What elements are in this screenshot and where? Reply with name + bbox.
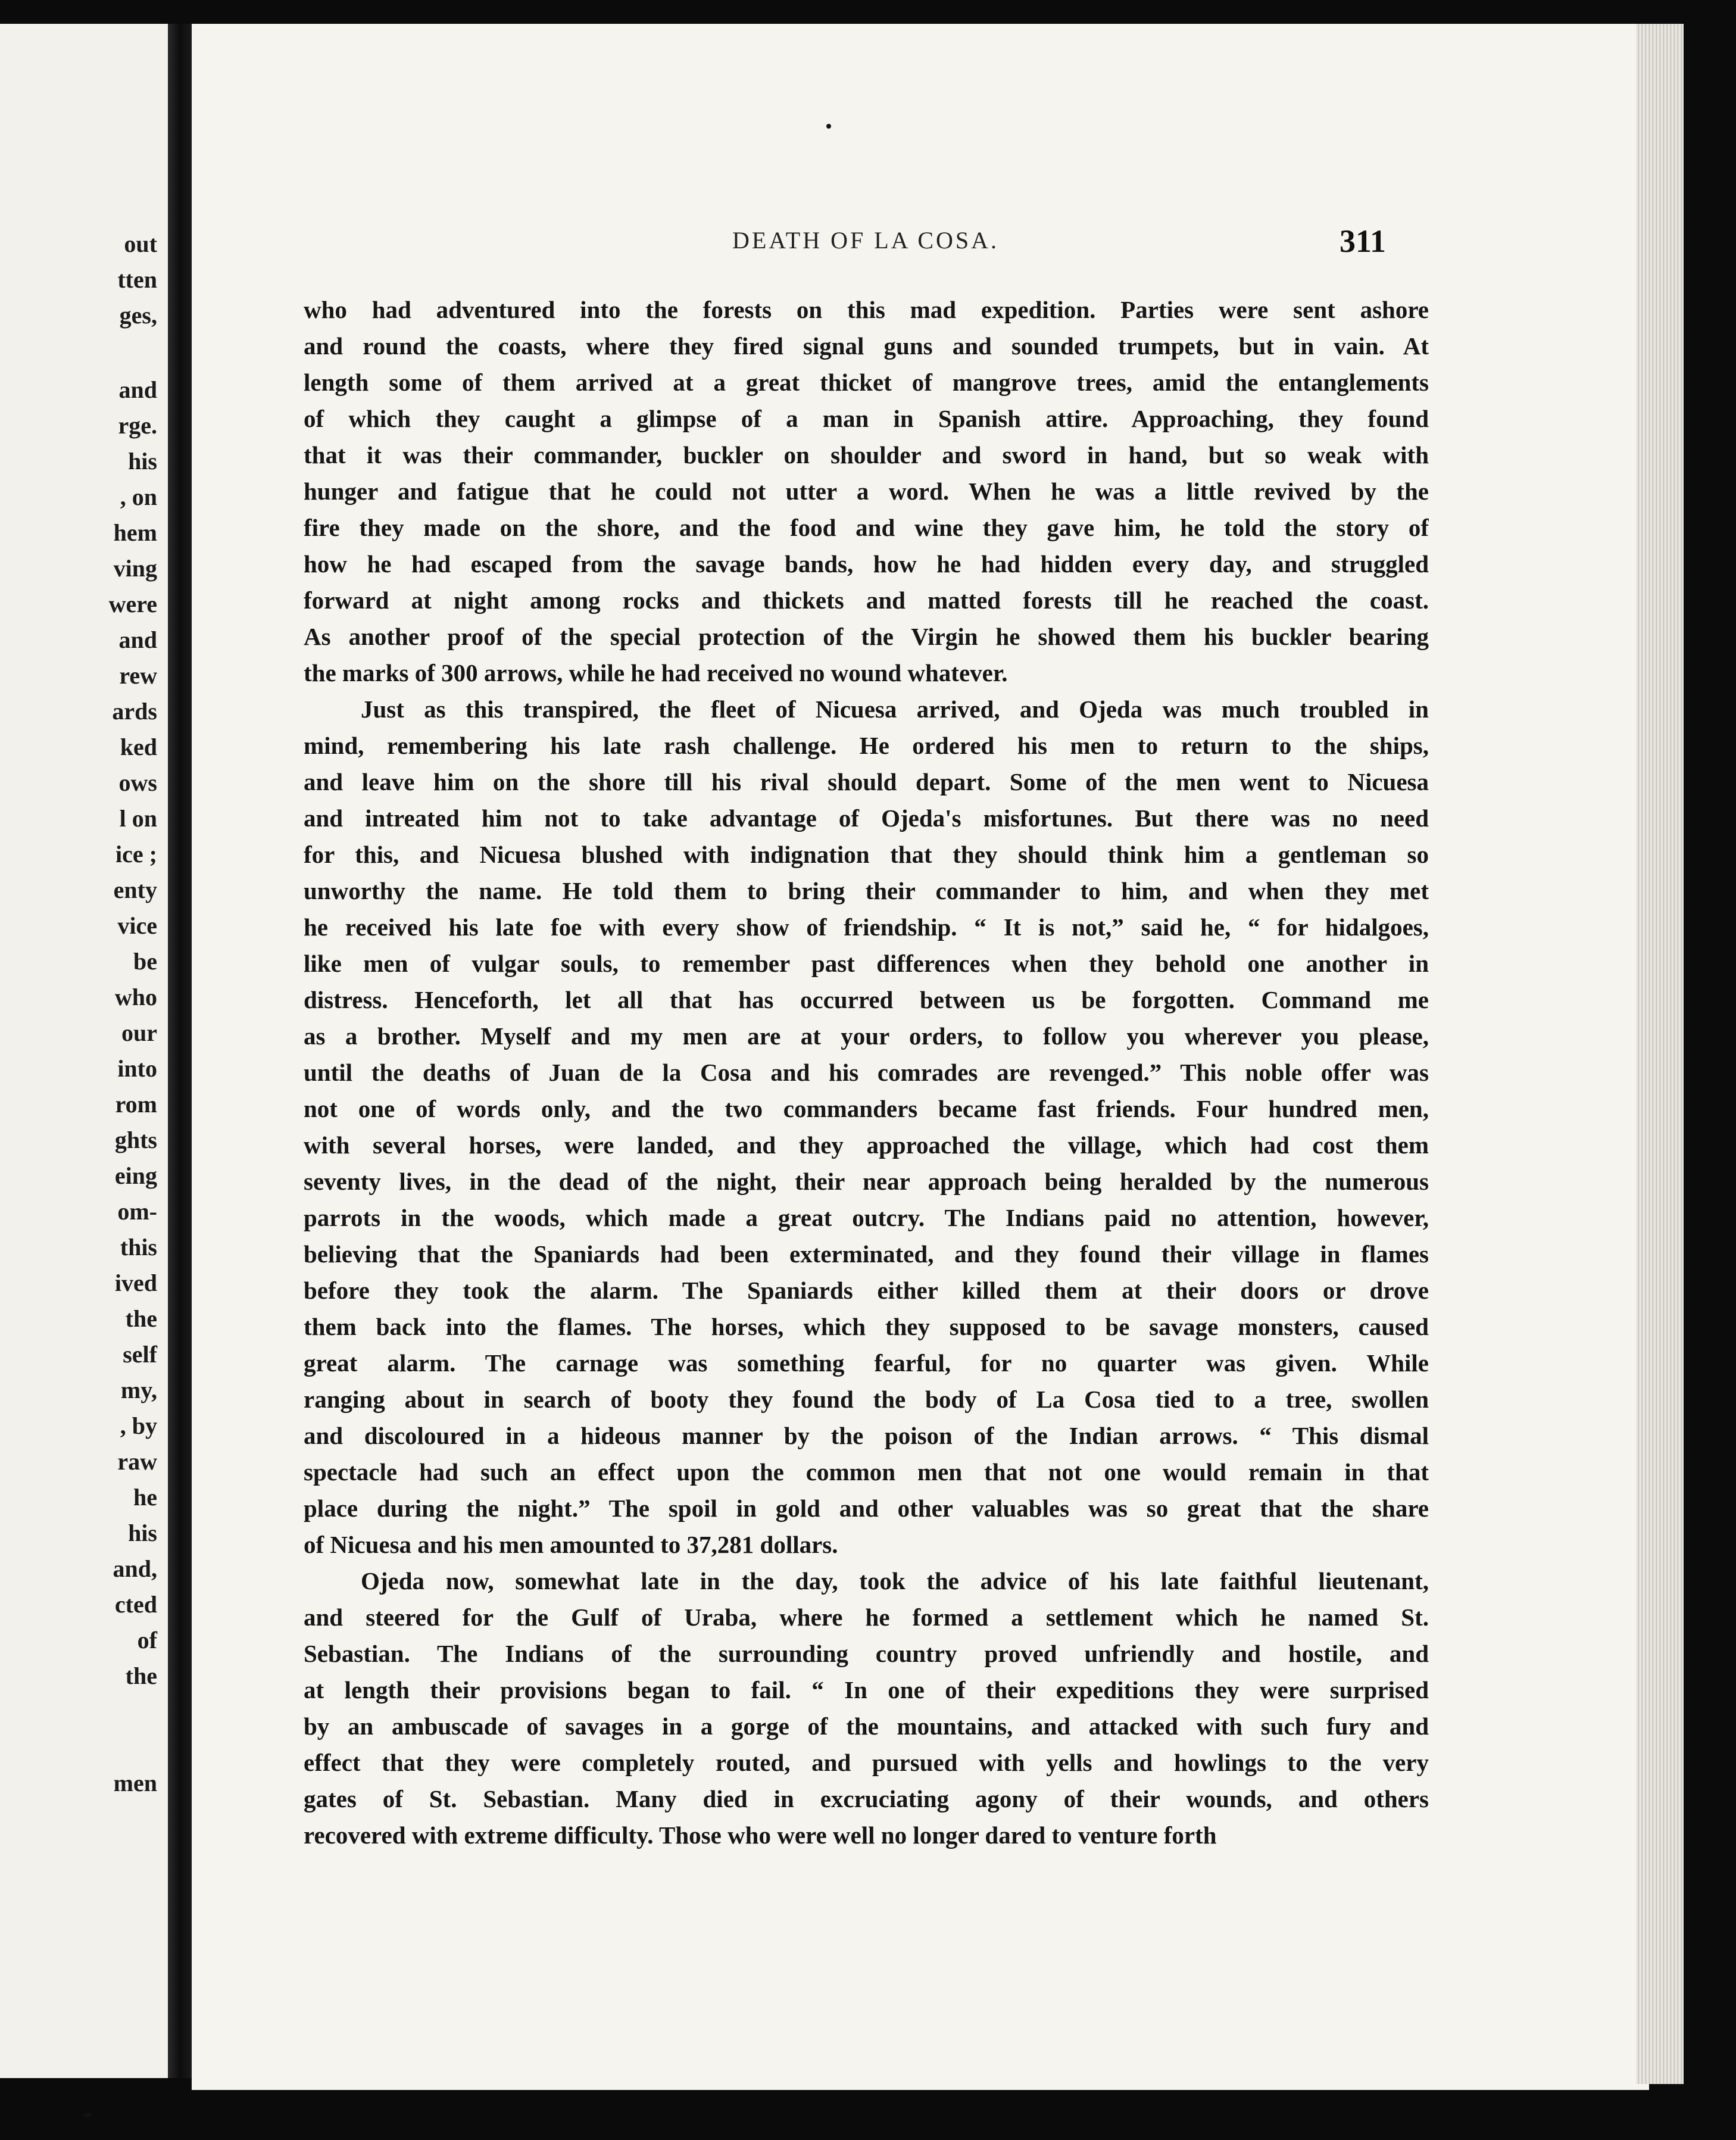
left-page-fragment: were [108, 591, 157, 617]
text-line: that it was their commander, buckler on shoulder and sword in hand, but so weak with [304, 441, 1429, 469]
text-line: of Nicuesa and his men amounted to 37,281 dollars. [304, 1531, 838, 1558]
left-page-fragment: l on [119, 805, 157, 832]
text-line: before they took the alarm. The Spaniards either killed them at their doors or drove [304, 1277, 1429, 1304]
left-page-fragment: ice ; [115, 841, 157, 868]
page-stack-edges [1636, 24, 1684, 2084]
text-line: and round the coasts, where they fired signal guns and sounded trumpets, but in vain. At [304, 332, 1429, 360]
left-page-fragment: cted [114, 1591, 157, 1618]
left-page-fragment: vice [117, 912, 157, 939]
text-line: Sebastian. The Indians of the surrounding country proved unfriendly and hostile, and [304, 1640, 1429, 1667]
text-line: forward at night among rocks and thickets and matted forests till he reached the coast. [304, 587, 1429, 614]
text-line: and leave him on the shore till his rival should depart. Some of the men went to Nicuesa [304, 768, 1429, 796]
text-line: at length their provisions began to fail. “ In one of their expeditions they were surprised [304, 1676, 1429, 1704]
left-page-edge [0, 24, 168, 2078]
text-line: how he had escaped from the savage bands, how he had hidden every day, and struggled [304, 550, 1429, 578]
text-line: who had adventured into the forests on this mad expedition. Parties were sent ashore [304, 296, 1429, 323]
text-line: place during the night.” The spoil in gold and other valuables was so great that the share [304, 1495, 1429, 1522]
left-page-fragment: and, [113, 1555, 157, 1582]
left-page-fragment: , on [120, 483, 157, 510]
text-line: and discoloured in a hideous manner by the poison of the Indian arrows. “ This dismal [304, 1422, 1429, 1449]
left-page-fragment: rom [115, 1091, 157, 1118]
left-page-fragment: tten [117, 266, 157, 293]
left-page-fragment: he [133, 1484, 157, 1511]
running-head [192, 223, 1649, 262]
scan-speck [83, 2113, 92, 2117]
left-page-fragment: his [128, 1520, 157, 1546]
left-page-fragment: out [124, 230, 157, 257]
left-page-fragment: men [113, 1770, 157, 1796]
text-line: length some of them arrived at a great thicket of mangrove trees, amid the entanglements [304, 369, 1429, 396]
running-title: DEATH OF LA COSA. [732, 227, 1000, 254]
text-line: recovered with extreme difficulty. Those who were well no longer dared to venture forth [304, 1821, 1217, 1849]
left-page-fragment: hem [113, 519, 157, 546]
left-page-fragment: the [125, 1305, 157, 1332]
text-line: distress. Henceforth, let all that has occurred between us be forgotten. Command me [304, 986, 1429, 1013]
text-line: ranging about in search of booty they found the body of La Cosa tied to a tree, swollen [304, 1386, 1429, 1413]
text-line: parrots in the woods, which made a great outcry. The Indians paid no attention, however, [304, 1204, 1429, 1231]
left-page-fragment: om- [117, 1198, 157, 1225]
text-line: Just as this transpired, the fleet of Nicuesa arrived, and Ojeda was much troubled in [361, 695, 1429, 723]
left-page-fragment: rew [119, 662, 157, 689]
left-page-fragment: be [133, 948, 157, 975]
left-page-fragment: , by [120, 1412, 157, 1439]
text-line: great alarm. The carnage was something fearful, for no quarter was given. While [304, 1349, 1429, 1377]
text-line: of which they caught a glimpse of a man in Spanish attire. Approaching, they found [304, 405, 1429, 432]
text-line: by an ambuscade of savages in a gorge of the mountains, and attacked with such fury and [304, 1712, 1429, 1740]
text-line: seventy lives, in the dead of the night, their near approach being heralded by the numerous [304, 1168, 1429, 1195]
text-line: like men of vulgar souls, to remember past differences when they behold one another in [304, 950, 1429, 977]
left-page-fragment: my, [120, 1377, 157, 1403]
left-page-fragment: enty [113, 876, 157, 903]
scan-speck [826, 124, 831, 129]
paragraph [304, 292, 1429, 691]
text-line: and intreated him not to take advantage of Ojeda's misfortunes. But there was no need [304, 804, 1429, 832]
left-page-fragment: and [118, 626, 157, 653]
left-page-fragment: into [117, 1055, 157, 1082]
text-line: effect that they were completely routed, and pursued with yells and howlings to the very [304, 1749, 1429, 1776]
text-line: Ojeda now, somewhat late in the day, took the advice of his late faithful lieutenant, [361, 1567, 1429, 1595]
text-line: the marks of 300 arrows, while he had received no wound whatever. [304, 659, 1008, 687]
left-page-fragment: of [137, 1627, 157, 1654]
text-line: and steered for the Gulf of Uraba, where he formed a settlement which he named St. [304, 1604, 1429, 1631]
text-line: not one of words only, and the two commanders became fast friends. Four hundred men, [304, 1095, 1429, 1122]
left-page-fragment: the [125, 1662, 157, 1689]
paragraph [304, 691, 1429, 1563]
left-page-fragment: ards [112, 698, 157, 725]
left-page-fragment: rge. [118, 412, 157, 439]
text-line: unworthy the name. He told them to bring their commander to him, and when they met [304, 877, 1429, 904]
left-page-fragment: ving [113, 555, 157, 582]
text-line: gates of St. Sebastian. Many died in excruciating agony of their wounds, and others [304, 1785, 1429, 1813]
left-page-fragment: ked [120, 734, 157, 760]
left-page-fragment: ghts [114, 1127, 157, 1153]
text-line: fire they made on the shore, and the food and wine they gave him, he told the story of [304, 514, 1429, 541]
text-line: with several horses, were landed, and they approached the village, which had cost them [304, 1131, 1429, 1159]
left-page-fragment: raw [117, 1448, 157, 1475]
left-page-fragment: ows [118, 769, 157, 796]
page-number: 311 [1340, 223, 1387, 259]
left-page-fragment: his [128, 448, 157, 475]
left-page-fragment: self [123, 1341, 157, 1368]
body-text [304, 292, 1429, 1854]
left-page-fragment: eing [114, 1162, 157, 1189]
text-line: mind, remembering his late rash challenge. He ordered his men to return to the ships, [304, 732, 1429, 759]
text-line: as a brother. Myself and my men are at your orders, to follow you wherever you please, [304, 1022, 1429, 1050]
text-line: As another proof of the special protection of the Virgin he showed them his buckler bearing [304, 623, 1429, 650]
left-page-fragment: who [114, 984, 157, 1010]
right-page [192, 24, 1649, 2090]
text-line: for this, and Nicuesa blushed with indignation that they should think him a gentleman so [304, 841, 1429, 868]
left-page-fragment: ges, [119, 302, 157, 329]
text-line: believing that the Spaniards had been exterminated, and they found their village in flames [304, 1240, 1429, 1268]
left-page-fragment: this [120, 1234, 157, 1261]
text-line: spectacle had such an effect upon the common men that not one would remain in that [304, 1458, 1429, 1486]
left-page-fragment: and [118, 376, 157, 403]
book-gutter [168, 24, 192, 2078]
text-line: until the deaths of Juan de la Cosa and his comrades are revenged.” This noble offer was [304, 1059, 1429, 1086]
left-page-fragment: ived [114, 1269, 157, 1296]
paragraph [304, 1563, 1429, 1854]
left-page-fragment: our [121, 1019, 157, 1046]
text-line: hunger and fatigue that he could not utter a word. When he was a little revived by the [304, 478, 1429, 505]
text-line: he received his late foe with every show of friendship. “ It is not,” said he, “ for hidalgoes, [304, 913, 1429, 941]
text-line: them back into the flames. The horses, which they supposed to be savage monsters, caused [304, 1313, 1429, 1340]
